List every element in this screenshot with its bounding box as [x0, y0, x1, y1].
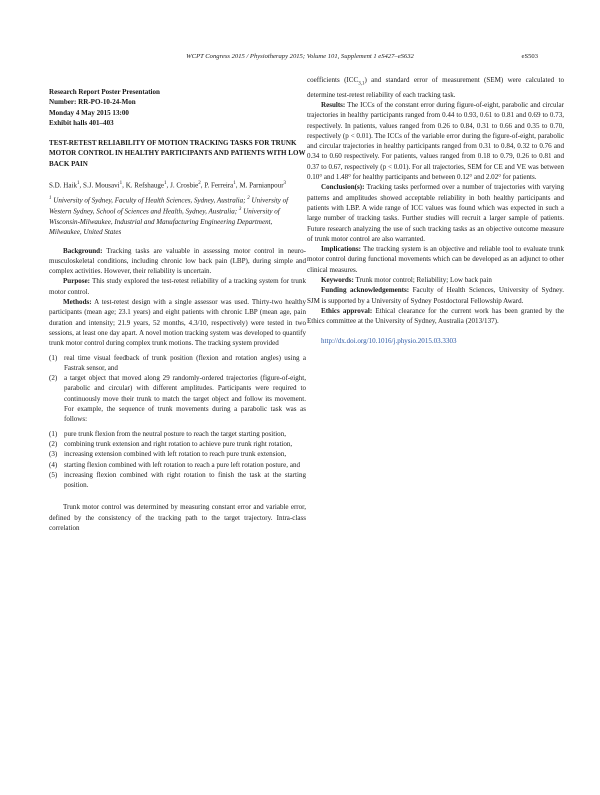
funding-text: Faculty of Health Sciences, University of Sydney. SJM is supported by a University of Sydney Postdoctoral Fellowship Award. — [307, 286, 565, 305]
methods-text: A test-retest design with a single assessor was used. Thirty-two healthy participants (mean age; 23.1 years) and eight patients with chronic LBP (mean age, pain duration and intensity; 21.9 years, 52 months, 4.3/10, respectively) were tested in two sessions, at least one day apart. A novel motion tracking system was developed to quantify trunk motor control during complex trunk motions. The tracking system provided — [49, 298, 306, 348]
affiliation-text: University of Western Sydney, School of Sciences and Health, Sydney, Australia; — [49, 196, 289, 216]
conclusion-paragraph — [307, 182, 564, 244]
methods-paragraph — [49, 297, 306, 348]
author-name: S.D. Haik — [49, 181, 77, 190]
author-affiliation-marker: 1 — [119, 181, 123, 187]
funding-heading: Funding acknowledgements: — [321, 286, 410, 295]
author-affiliation-marker: 1 — [77, 181, 80, 187]
keywords-paragraph — [307, 275, 564, 285]
affiliations — [49, 194, 306, 238]
funding-paragraph — [307, 285, 564, 306]
session-info — [49, 87, 306, 128]
list-item-text: pure trunk flexion from the neutral posture to reach the target starting position, — [64, 429, 286, 438]
author-name: J. Crosbie — [170, 181, 199, 190]
doi-link[interactable]: http://dx.doi.org/10.1016/j.physio.2015.03.3303 — [321, 336, 457, 345]
author-name: M. Parnianpour — [239, 181, 284, 190]
list-item — [49, 429, 306, 439]
affiliation-text: University of Wisconsin-Milwaukee, Industrial and Manufacturing Engineering Department, Milwaukee, United States — [49, 207, 280, 237]
list-item-text: increasing flexion combined with right rotation to finish the task at the starting position. — [64, 470, 306, 490]
list-item — [49, 470, 306, 491]
results-text: The ICCs of the constant error during figure-of-eight, parabolic and circular trajectories in healthy participants ranged from 0.44 to 0.93, 0.61 to 0.81 and 0.69 to 0.73, respectively. In patients, values ranged from 0.26 to 0.84, 0.31 to 0.66 and 0.35 to 0.70, respectively (p < 0.01). The ICCs of the variable error during the figure-of-eight, parabolic and circular trajectories in healthy participants ranged from 0.31 to 0.84, 0.32 to 0.76 and 0.34 to 0.60 respectively. For patients, values ranged from 0.18 to 0.79, 0.26 to 0.81 and 0.37 to 0.67, respectively (p < 0.01). For all trajectories, SEM for CE and VE was between 0.10° and 1.48° for healthy participants and between 0.12° and 2.02° for patients. — [307, 101, 564, 182]
purpose-heading: Purpose: — [63, 277, 91, 286]
system-features-list — [49, 353, 306, 425]
list-item-text: a target object that moved along 29 randomly-ordered trajectories (figure-of-eight, parabolic and circular) with different amplitudes. Participants were required to continuously move their trunk to match the target object and follow its movement. For example, the sequence of trunk movements during a parabolic task was as follows: — [64, 374, 306, 424]
results-paragraph — [307, 100, 564, 182]
methods-heading: Methods: — [63, 298, 92, 307]
methods-continued: Trunk motor control was determined by measuring constant error and variable error, defined by the consistency of the tracking path to the target trajectory. Intra-class correlation — [49, 503, 306, 533]
results-heading: Results: — [321, 101, 346, 109]
session-location: Exhibit halls 401–403 — [49, 118, 114, 127]
list-item-number: (4) — [49, 460, 58, 469]
affiliation-marker: 1 — [49, 195, 52, 201]
ethics-text: Ethical clearance for the current work has been granted by the Ethics committee at the University of Sydney, Australia (2013/137). — [307, 306, 564, 326]
author-affiliation-marker: 3 — [283, 181, 287, 187]
author-affiliation-marker: 2 — [198, 181, 201, 187]
keywords-text: Trunk motor control; Reliability; Low back pain — [355, 276, 492, 285]
abstract-title: TEST-RETEST RELIABILITY OF MOTION TRACKING TASKS FOR TRUNK MOTOR CONTROL IN HEALTHY PARTICIPANTS AND PATIENTS WITH LOW BACK PAIN — [49, 139, 306, 168]
list-item-number: (2) — [49, 439, 58, 448]
journal-citation: WCPT Congress 2015 / Physiotherapy 2015; Volume 101, Supplement 1 eS427–eS632 — [186, 53, 414, 60]
abstract-number: Number: RR-PO-10-24-Mon — [49, 98, 136, 107]
list-item — [49, 460, 306, 470]
methods-continuation: coefficients $(ICC_{3,1})$ and standard error of measurement (SEM) were calculated to determine test-retest reliability of each tracking task. — [307, 76, 564, 99]
list-item-text: increasing extension combined with left rotation to reach pure trunk extension, — [64, 450, 287, 459]
list-item-number: (1) — [49, 429, 58, 438]
implications-paragraph — [307, 244, 564, 275]
list-item — [49, 439, 306, 449]
background-text: Tracking tasks are valuable in assessing motor control in neuro-musculoskeletal conditions, including chronic low back pain (LBP), during simple and complex activities. However, their reliability is uncertain. — [49, 246, 306, 276]
background-paragraph — [49, 246, 306, 277]
conclusion-heading: Conclusion(s): — [321, 183, 365, 192]
author-name: K. Refshauge — [125, 181, 165, 190]
list-item — [49, 449, 306, 459]
list-item-text: combining trunk extension and right rotation to achieve pure trunk right rotation, — [64, 439, 293, 448]
list-item-text: real time visual feedback of trunk position (flexion and rotation angles) using a Fastrak sensor, and — [64, 353, 306, 372]
purpose-text: This study explored the test-retest reliability of a tracking system for trunk motor control. — [49, 277, 306, 296]
affiliation-marker: 3 — [238, 207, 242, 213]
keywords-heading: Keywords: — [321, 276, 354, 285]
ethics-paragraph — [307, 306, 564, 327]
author-list: S.D. Haik$^1$, S.J. Mousavi$^1$, K. Refshauge$^1$, J. Crosbie$^2$, P. Ferreira$^1$, M. Parnianpour$^3$ — [49, 181, 287, 190]
page-number: eS503 — [521, 53, 538, 60]
author-affiliation-marker: 1 — [233, 181, 236, 187]
conclusion-text: Tracking tasks performed over a number of trajectories with varying patterns and amplitudes showed acceptable reliability in both healthy participants and patients with LBP. A wide range of ICC values was found which was expected in such a large number of tracking tasks. Further studies will recruit a larger sample of patients. Future research analyzing the use of such tracking tasks as an objective outcome measure of trunk motor control are also warranted. — [307, 183, 564, 243]
list-item-number: (3) — [49, 450, 58, 459]
list-item — [49, 373, 306, 424]
parabolic-sequence-list — [49, 429, 306, 491]
affiliation-text: University of Sydney, Faculty of Health Sciences, Sydney, Australia; — [51, 196, 248, 205]
list-item-number: (5) — [49, 470, 58, 479]
implications-text: The tracking system is an objective and reliable tool to evaluate trunk motor control during functional movements which can be developed as an adjunct to other clinical measures. — [307, 245, 564, 274]
right-column — [307, 75, 564, 346]
session-date: Monday 4 May 2015 13:00 — [49, 108, 129, 117]
list-item-text: starting flexion combined with left rotation to reach a pure left rotation posture, and — [64, 460, 300, 469]
ethics-heading: Ethics approval: — [321, 306, 373, 315]
left-column — [49, 75, 306, 533]
author-name: P. Ferreira — [204, 181, 234, 190]
list-item-number: (2) — [49, 374, 58, 383]
background-heading: Background: — [63, 246, 103, 255]
presentation-type: Research Report Poster Presentation — [49, 88, 160, 96]
implications-heading: Implications: — [321, 245, 361, 254]
author-affiliation-marker: 1 — [164, 181, 167, 187]
list-item — [49, 353, 306, 374]
list-item-number: (1) — [49, 353, 58, 362]
author-name: S.J. Mousavi — [83, 181, 120, 190]
purpose-paragraph — [49, 276, 306, 297]
affiliation-marker: 2 — [247, 195, 250, 201]
